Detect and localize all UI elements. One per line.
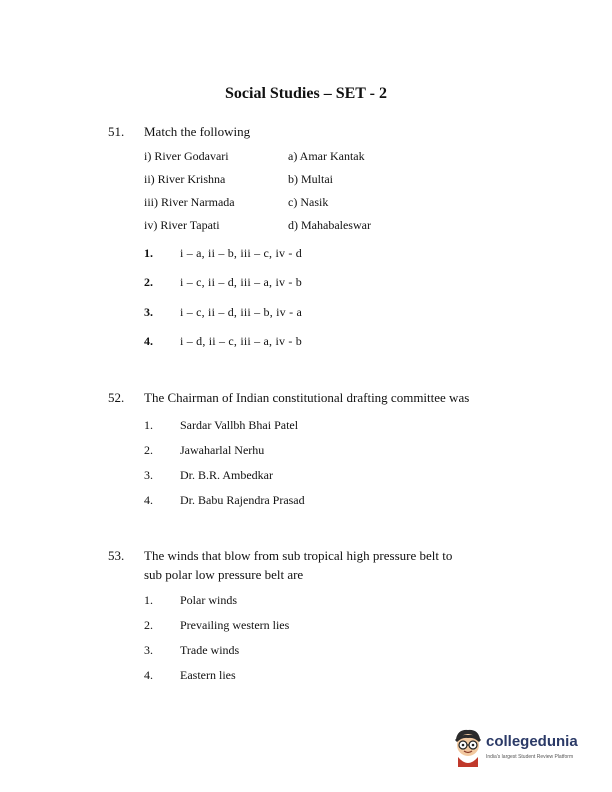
q52-option-number: 2. xyxy=(144,443,153,457)
page-title: Social Studies – SET - 2 xyxy=(225,85,387,102)
question-51-text: Match the following xyxy=(144,124,251,139)
q53-option-text: Polar winds xyxy=(180,593,237,607)
q51-option-number: 3. xyxy=(144,305,153,319)
question-52-number: 52. xyxy=(108,390,125,405)
q52-option-number: 1. xyxy=(144,418,153,432)
q53-option-text: Eastern lies xyxy=(180,668,236,682)
q52-option-number: 4. xyxy=(144,493,153,507)
student-mascot-icon xyxy=(450,727,484,767)
q51-option-text: i – d, ii – c, iii – a, iv - b xyxy=(180,334,302,348)
q52-option-text: Dr. Babu Rajendra Prasad xyxy=(180,493,305,507)
q51-option-text: i – c, ii – d, iii – a, iv - b xyxy=(180,275,302,289)
question-53-number: 53. xyxy=(108,548,125,563)
match-left-item: ii) River Krishna xyxy=(144,172,226,186)
match-right-item: d) Mahabaleswar xyxy=(288,218,371,232)
match-left-item: iii) River Narmada xyxy=(144,195,235,209)
q53-option-number: 1. xyxy=(144,593,153,607)
q53-option-number: 2. xyxy=(144,618,153,632)
logo-tagline: India's largest Student Review Platform xyxy=(486,754,574,760)
q53-option-number: 4. xyxy=(144,668,153,682)
q51-option-number: 4. xyxy=(144,334,153,348)
match-right-item: c) Nasik xyxy=(288,195,329,209)
match-left-item: i) River Godavari xyxy=(144,149,229,163)
question-51-number: 51. xyxy=(108,124,125,139)
q51-option-number: 1. xyxy=(144,246,153,260)
q51-option-text: i – c, ii – d, iii – b, iv - a xyxy=(180,305,302,319)
collegedunia-logo xyxy=(450,727,600,771)
logo-wordmark: collegedunia xyxy=(486,733,578,750)
q52-option-text: Jawaharlal Nerhu xyxy=(180,443,265,457)
q51-option-number: 2. xyxy=(144,275,153,289)
q53-option-number: 3. xyxy=(144,643,153,657)
match-right-item: a) Amar Kantak xyxy=(288,149,365,163)
question-53-text-line1: The winds that blow from sub tropical high pressure belt to xyxy=(144,548,453,563)
q52-option-text: Sardar Vallbh Bhai Patel xyxy=(180,418,299,432)
question-52-text: The Chairman of Indian constitutional drafting committee was xyxy=(144,390,470,405)
match-left-item: iv) River Tapati xyxy=(144,218,220,232)
match-right-item: b) Multai xyxy=(288,172,333,186)
q52-option-text: Dr. B.R. Ambedkar xyxy=(180,468,273,482)
q51-option-text: i – a, ii – b, iii – c, iv - d xyxy=(180,246,302,260)
q53-option-text: Prevailing western lies xyxy=(180,618,290,632)
q52-option-number: 3. xyxy=(144,468,153,482)
question-53-text-line2: sub polar low pressure belt are xyxy=(144,567,304,582)
q53-option-text: Trade winds xyxy=(180,643,240,657)
